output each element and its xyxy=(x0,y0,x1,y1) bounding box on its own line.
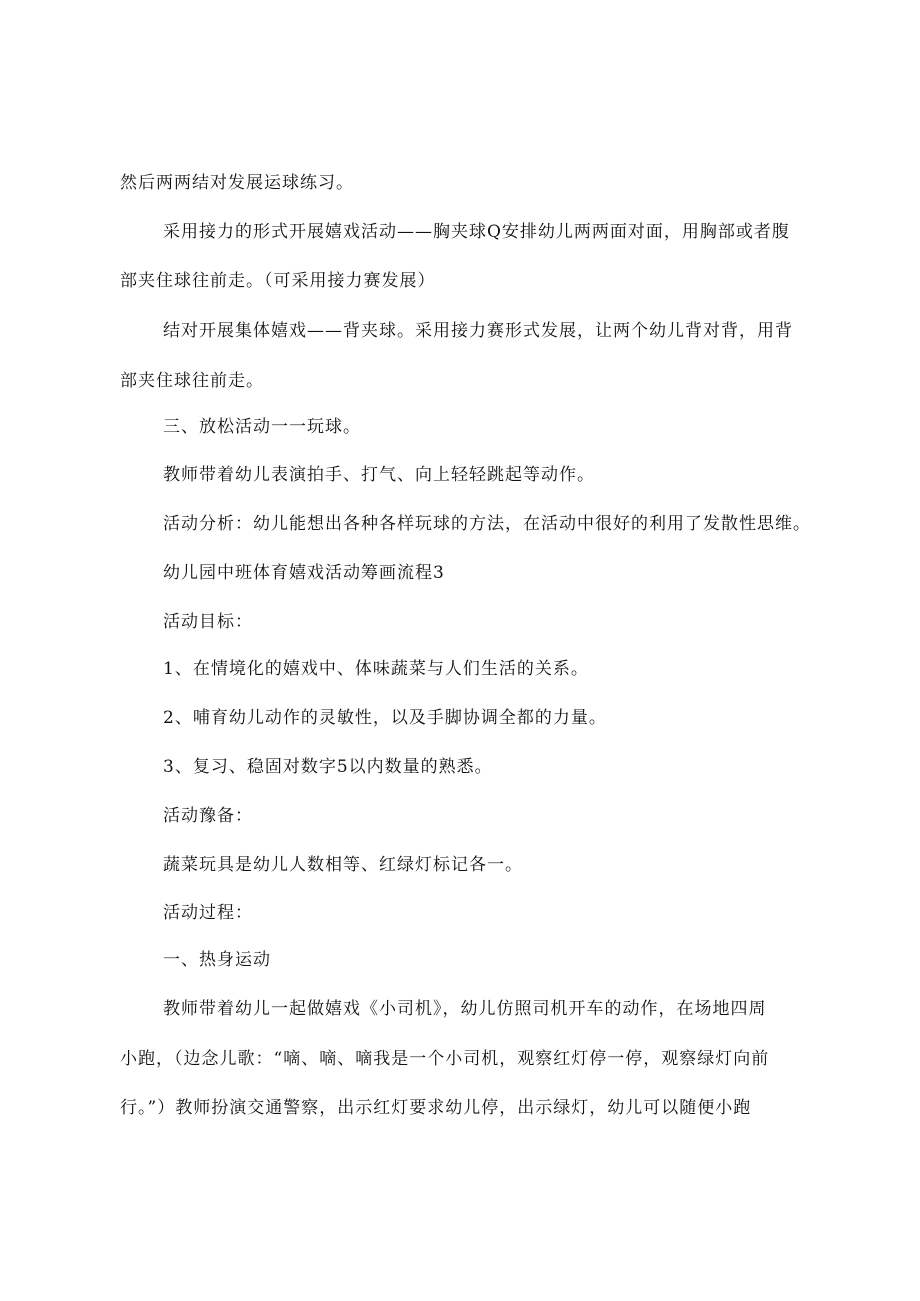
paragraph-line: 采用接力的形式开展嬉戏活动——胸夹球Q安排幼儿两两面对面，用胸部或者腹 xyxy=(163,222,790,242)
document-subtitle: 幼儿园中班体育嬉戏活动筹画流程3 xyxy=(163,563,445,583)
paragraph-line: 教师带着幼儿表演拍手、打气、向上轻轻跳起等动作。 xyxy=(163,465,595,485)
paragraph-line: 教师带着幼儿一起做嬉戏《小司机》，幼儿仿照司机开车的动作，在场地四周 xyxy=(163,999,767,1019)
list-item: 1、在情境化的嬉戏中、体味蔬菜与人们生活的关系。 xyxy=(163,659,589,679)
section-heading: 三、放松活动一一玩球。 xyxy=(163,417,361,437)
paragraph-line: 行。”）教师扮演交通警察，出示红灯要求幼儿停，出示绿灯，幼儿可以随便小跑 xyxy=(120,1098,752,1118)
paragraph-line: 小跑，（边念儿歌：“嘀、嘀、嘀我是一个小司机，观察红灯停一停，观察绿灯向前 xyxy=(120,1049,770,1069)
section-heading: 活动过程： xyxy=(163,903,253,923)
section-heading: 活动目标： xyxy=(163,612,253,632)
paragraph-line: 部夹住球往前走。 xyxy=(120,371,264,391)
section-heading: 活动豫备： xyxy=(163,806,253,826)
list-item: 2、哺育幼儿动作的灵敏性，以及手脚协调全都的力量。 xyxy=(163,708,607,728)
paragraph-line: 部夹住球往前走。（可采用接力赛发展） xyxy=(120,271,436,291)
paragraph-line: 活动分析：幼儿能想出各种各样玩球的方法，在活动中很好的利用了发散性思维。 xyxy=(163,514,811,534)
paragraph-line: 蔬菜玩具是幼儿人数相等、红绿灯标记各一。 xyxy=(163,855,523,875)
section-heading: 一、热身运动 xyxy=(163,950,271,970)
paragraph-line: 结对开展集体嬉戏——背夹球。采用接力赛形式发展，让两个幼儿背对背，用背 xyxy=(163,321,793,341)
list-item: 3、复习、稳固对数字5以内数量的熟悉。 xyxy=(163,757,493,777)
paragraph-line: 然后两两结对发展运球练习。 xyxy=(120,173,354,193)
